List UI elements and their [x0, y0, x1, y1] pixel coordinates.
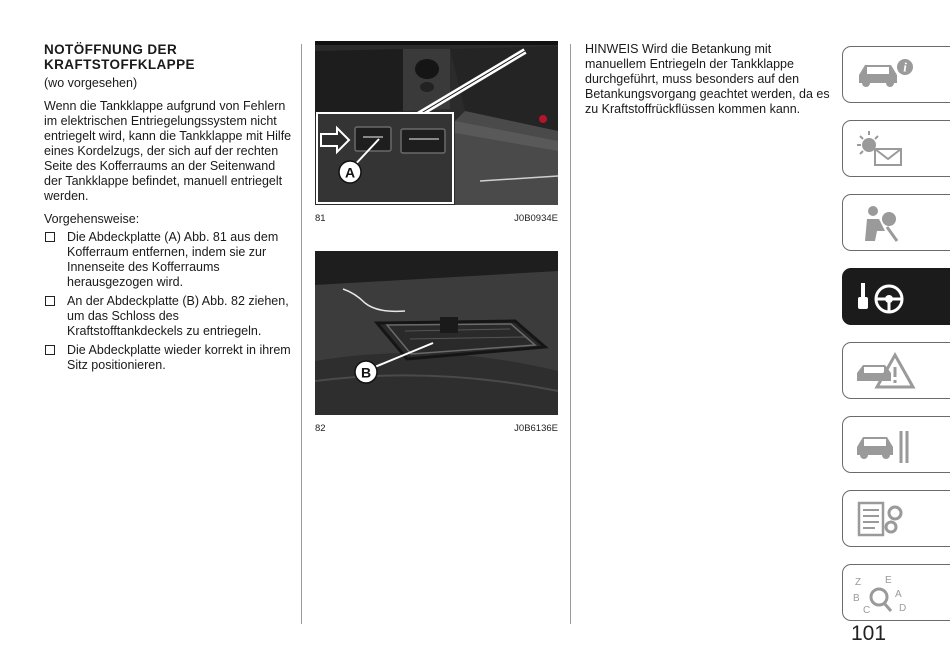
tab-index[interactable]	[842, 564, 950, 621]
svg-text:B: B	[853, 593, 860, 604]
tab-safety[interactable]	[842, 194, 950, 251]
figure-82-number: 82	[315, 423, 326, 434]
column-divider	[570, 44, 571, 624]
text-column	[44, 42, 294, 377]
column-divider	[301, 44, 302, 624]
svg-text:A: A	[895, 589, 902, 600]
figure-81-callout: A	[344, 164, 356, 181]
tab-technical-data[interactable]	[842, 490, 950, 547]
figure-82-callout: B	[360, 364, 372, 381]
list-item	[44, 230, 294, 290]
svg-text:D: D	[899, 603, 907, 614]
dashboard-lights-icon	[851, 127, 917, 171]
list-item	[44, 343, 294, 373]
figure-81-number: 81	[315, 213, 326, 224]
svg-text:i: i	[903, 59, 907, 75]
airbag-safety-icon	[851, 201, 917, 245]
section-title-line1: NOTÖFFNUNG DER	[44, 42, 178, 57]
page-number: 101	[851, 622, 887, 645]
figure-82-code: J0B6136E	[514, 423, 558, 434]
warning-triangle-car-icon	[851, 349, 917, 393]
alphabetical-index-icon	[851, 571, 917, 615]
section-title-line2: KRAFTSTOFFKLAPPE	[44, 57, 195, 72]
svg-text:C: C	[863, 605, 871, 615]
note-paragraph: HINWEIS Wird die Betankung mit manuellem Entriegeln der Tankklappe durchgeführt, muss besonders auf den Betankungsvorgang geachtet werden, da es zu Kraftstoffrückflüssen kommen kann.	[585, 42, 830, 116]
intro-paragraph: Wenn die Tankklappe aufgrund von Fehlern im elektrischen Entriegelungssystem nicht entriegelt wird, kann die Tankklappe mit Hilfe eines Kordelzugs, der sich auf der rechten Seite des Kofferraums an der Seitenwand der Tankklappe befindet, manuell entriegelt werden.	[44, 99, 292, 203]
section-subtitle: (wo vorgesehen)	[44, 76, 138, 90]
technical-data-icon	[851, 497, 917, 541]
tab-dashboard-lights[interactable]	[842, 120, 950, 177]
car-info-icon	[851, 53, 917, 97]
checkbox-bullet-icon	[45, 296, 55, 306]
checkbox-bullet-icon	[45, 232, 55, 242]
step-text: An der Abdeckplatte (B) Abb. 82 ziehen, um das Schloss des Kraftstofftankdeckels zu entriegeln.	[67, 294, 289, 338]
figure-82-image	[315, 251, 558, 415]
figure-81-code: J0B0934E	[514, 213, 558, 224]
procedure-label: Vorgehensweise:	[44, 212, 140, 226]
key-steering-wheel-icon	[851, 275, 917, 319]
section-title	[44, 42, 294, 72]
tab-car-info[interactable]	[842, 46, 950, 103]
step-text: Die Abdeckplatte wieder korrekt in ihrem Sitz positionieren.	[67, 343, 291, 372]
checkbox-bullet-icon	[45, 345, 55, 355]
figure-81-image	[315, 41, 558, 205]
tab-starting-driving[interactable]	[842, 268, 950, 325]
step-text: Die Abdeckplatte (A) Abb. 81 aus dem Kofferraum entfernen, indem sie zur Innenseite des Kofferraums herausgezogen wird.	[67, 230, 279, 289]
tab-maintenance[interactable]	[842, 416, 950, 473]
car-maintenance-icon	[851, 423, 917, 467]
list-item	[44, 294, 294, 339]
svg-text:Z: Z	[855, 577, 862, 588]
tab-emergency[interactable]	[842, 342, 950, 399]
procedure-steps	[44, 230, 294, 373]
svg-text:E: E	[885, 575, 892, 586]
